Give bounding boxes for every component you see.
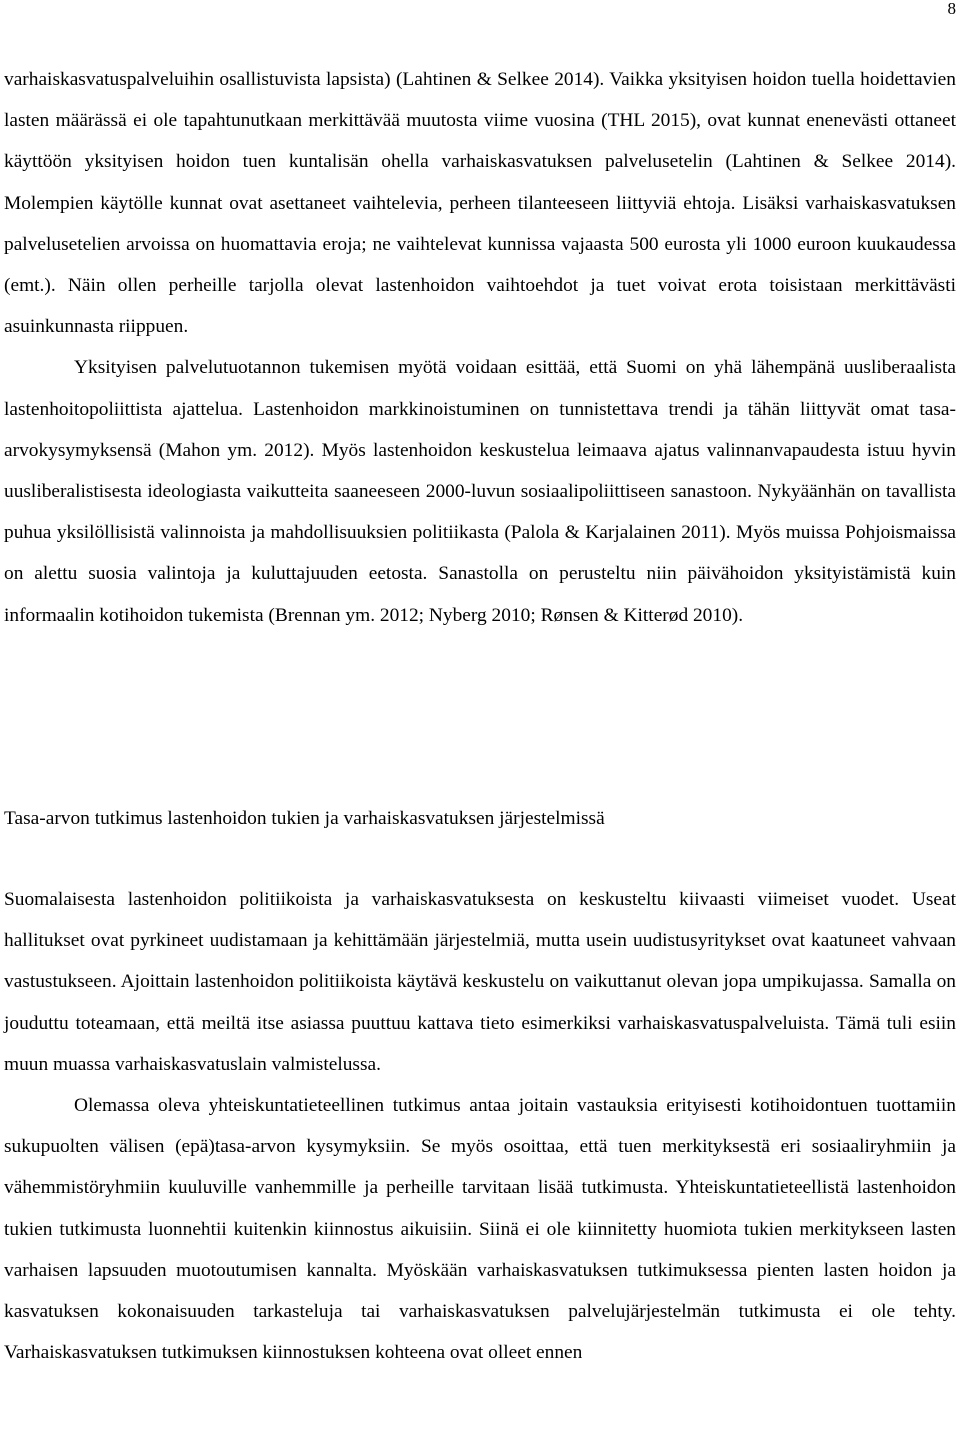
paragraph: Yksityisen palvelutuotannon tukemisen myötä voidaan esittää, että Suomi on yhä lähempänä uusliberaalista lastenhoitopoliittista ajattelua. Lastenhoidon markkinoistuminen on tunnistettava trendi ja tähän liittyvät omat tasa-arvokysymyksensä (Mahon ym. 2012). Myös lastenhoidon keskustelua leimaava ajatus valinnanvapaudesta istuu hyvin uusliberalistisesta ideologiasta vaikutteita saaneeseen 2000-luvun sosiaalipoliittiseen sanastoon. Nykyäänhän on tavallista puhua yksilöllisistä valinnoista ja mahdollisuuksien politiikasta (Palola & Karjalainen 2011). Myös muissa Pohjoismaissa on alettu suosia valintoja ja kuluttajuuden eetosta. Sanastolla on perusteltu niin päivähoidon yksityistämistä kuin informaalin kotihoidon tukemista (Brennan ym. 2012; Nyberg 2010; Rønsen & Kitterød 2010). [4,357,956,626]
section-body [4,879,956,1373]
paragraph-continuation: varhaiskasvatuspalveluihin osallistuvista lapsista) (Lahtinen & Selkee 2014). Vaikka yksityisen hoidon tuella hoidettavien lasten määrässä ei ole tapahtunutkaan merkittävää muutosta viime vuosina (THL 2015), ovat kunnat enenevästi ottaneet käyttöön yksityisen hoidon tuen kuntalisän ohella varhaiskasvatuksen palvelusetelin (Lahtinen & Selkee 2014). Molempien käytölle kunnat ovat asettaneet vaihtelevia, perheen tilanteeseen liittyviä ehtoja. Lisäksi varhaiskasvatuksen palvelusetelien arvoissa on huomattavia eroja; ne vaihtelevat kunnissa vajaasta 500 eurosta yli 1000 euroon kuukaudessa (emt.). Näin ollen perheille tarjolla olevat lastenhoidon vaihtoehdot ja tuet voivat erota toisistaan merkittävästi asuinkunnasta riippuen. [4,69,956,338]
paragraph: Olemassa oleva yhteiskuntatieteellinen tutkimus antaa joitain vastauksia erityisesti kotihoidontuen tuottamiin sukupuolten välisen (epä)tasa-arvon kysymyksiin. Se myös osoittaa, että tuen merkityksestä eri sosiaaliryhmiin ja vähemmistöryhmiin kuuluville vanhemmille ja perheille tarvitaan lisää tutkimusta. Yhteiskuntatieteellistä lastenhoidon tukien tutkimusta luonnehtii kuitenkin kiinnostus aikuisiin. Siinä ei ole kiinnitetty huomiota tukien merkitykseen lasten varhaisen lapsuuden muotoutumisen kannalta. Myöskään varhaiskasvatuksen tutkimuksessa pienten lasten hoidon ja kasvatuksen kokonaisuuden tarkasteluja tai varhaiskasvatuksen palvelujärjestelmän tutkimusta ei ole tehty. Varhaiskasvatuksen tutkimuksen kiinnostuksen kohteena ovat olleet ennen [4,1095,956,1364]
intro-section [4,59,956,636]
section-heading: Tasa-arvon tutkimus lastenhoidon tukien ja varhaiskasvatuksen järjestelmissä [4,808,605,829]
page-number: 8 [947,0,956,18]
paragraph: Suomalaisesta lastenhoidon politiikoista ja varhaiskasvatuksesta on keskusteltu kiivaasti viimeiset vuodet. Useat hallitukset ovat pyrkineet uudistamaan ja kehittämään järjestelmiä, mutta usein uudistusyritykset ovat kaatuneet vahvaan vastustukseen. Ajoittain lastenhoidon politiikoista käytävä keskustelu on vaikuttanut olevan jopa umpikujassa. Samalla on jouduttu toteamaan, että meiltä itse asiassa puuttuu kattava tieto esimerkiksi varhaiskasvatuspalveluista. Tämä tuli esiin muun muassa varhaiskasvatuslain valmistelussa. [4,889,956,1075]
